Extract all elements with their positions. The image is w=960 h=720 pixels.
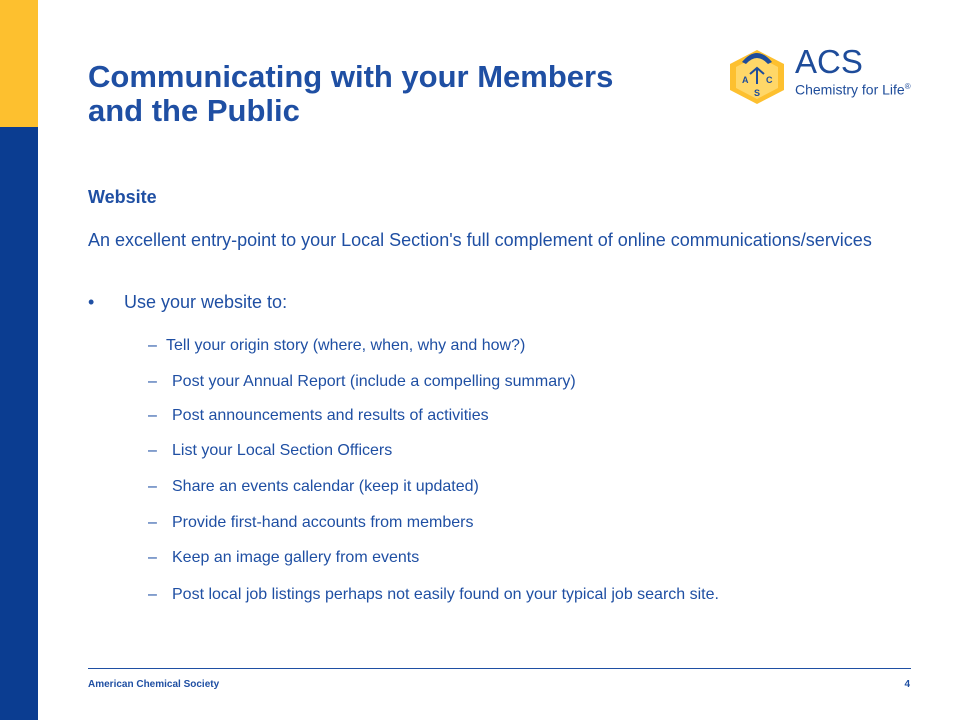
acs-wordmark: ACS bbox=[795, 43, 863, 80]
seal-letter-s: S bbox=[754, 88, 761, 98]
sub-item-dash: – bbox=[148, 514, 157, 531]
left-accent-blue-bar bbox=[0, 127, 38, 720]
sub-item-text: Post announcements and results of activities bbox=[172, 407, 489, 424]
intro-paragraph: An excellent entry-point to your Local Section's full complement of online communications/services bbox=[88, 230, 872, 250]
acs-seal-icon bbox=[730, 50, 784, 104]
sub-item-dash: – bbox=[148, 478, 157, 495]
left-accent-yellow-bar bbox=[0, 0, 38, 127]
seal-letter-a: A bbox=[742, 75, 749, 85]
sub-item-text: Tell your origin story (where, when, why and how?) bbox=[166, 337, 526, 354]
sub-item-dash: – bbox=[148, 442, 157, 459]
section-heading: Website bbox=[88, 187, 157, 207]
sub-item-text: Keep an image gallery from events bbox=[172, 549, 420, 566]
seal-letter-c: C bbox=[766, 75, 773, 85]
page-number: 4 bbox=[904, 679, 910, 690]
registered-mark: ® bbox=[904, 82, 911, 91]
acs-tagline-text: Chemistry for Life bbox=[795, 81, 905, 98]
sub-item-dash: – bbox=[148, 337, 157, 354]
slide-title-line-1: Communicating with your Members bbox=[88, 59, 614, 94]
sub-item-text: Share an events calendar (keep it updated) bbox=[172, 478, 479, 495]
sub-item-text: Provide first-hand accounts from members bbox=[172, 514, 474, 531]
bullet-text: Use your website to: bbox=[124, 292, 288, 312]
sub-item-dash: – bbox=[148, 586, 157, 603]
slide-title bbox=[88, 60, 708, 128]
slide-title-line-2: and the Public bbox=[88, 93, 300, 128]
bullet-symbol: • bbox=[88, 292, 95, 312]
sub-item-dash: – bbox=[148, 373, 157, 390]
footer-organization: American Chemical Society bbox=[88, 679, 220, 690]
sub-item-text: List your Local Section Officers bbox=[172, 442, 393, 459]
acs-tagline bbox=[795, 79, 911, 98]
sub-item-text: Post local job listings perhaps not easily found on your typical job search site. bbox=[172, 586, 719, 603]
sub-item-text: Post your Annual Report (include a compelling summary) bbox=[172, 373, 576, 390]
sub-item-dash: – bbox=[148, 407, 157, 424]
footer-divider bbox=[88, 668, 911, 669]
sub-item-dash: – bbox=[148, 549, 157, 566]
